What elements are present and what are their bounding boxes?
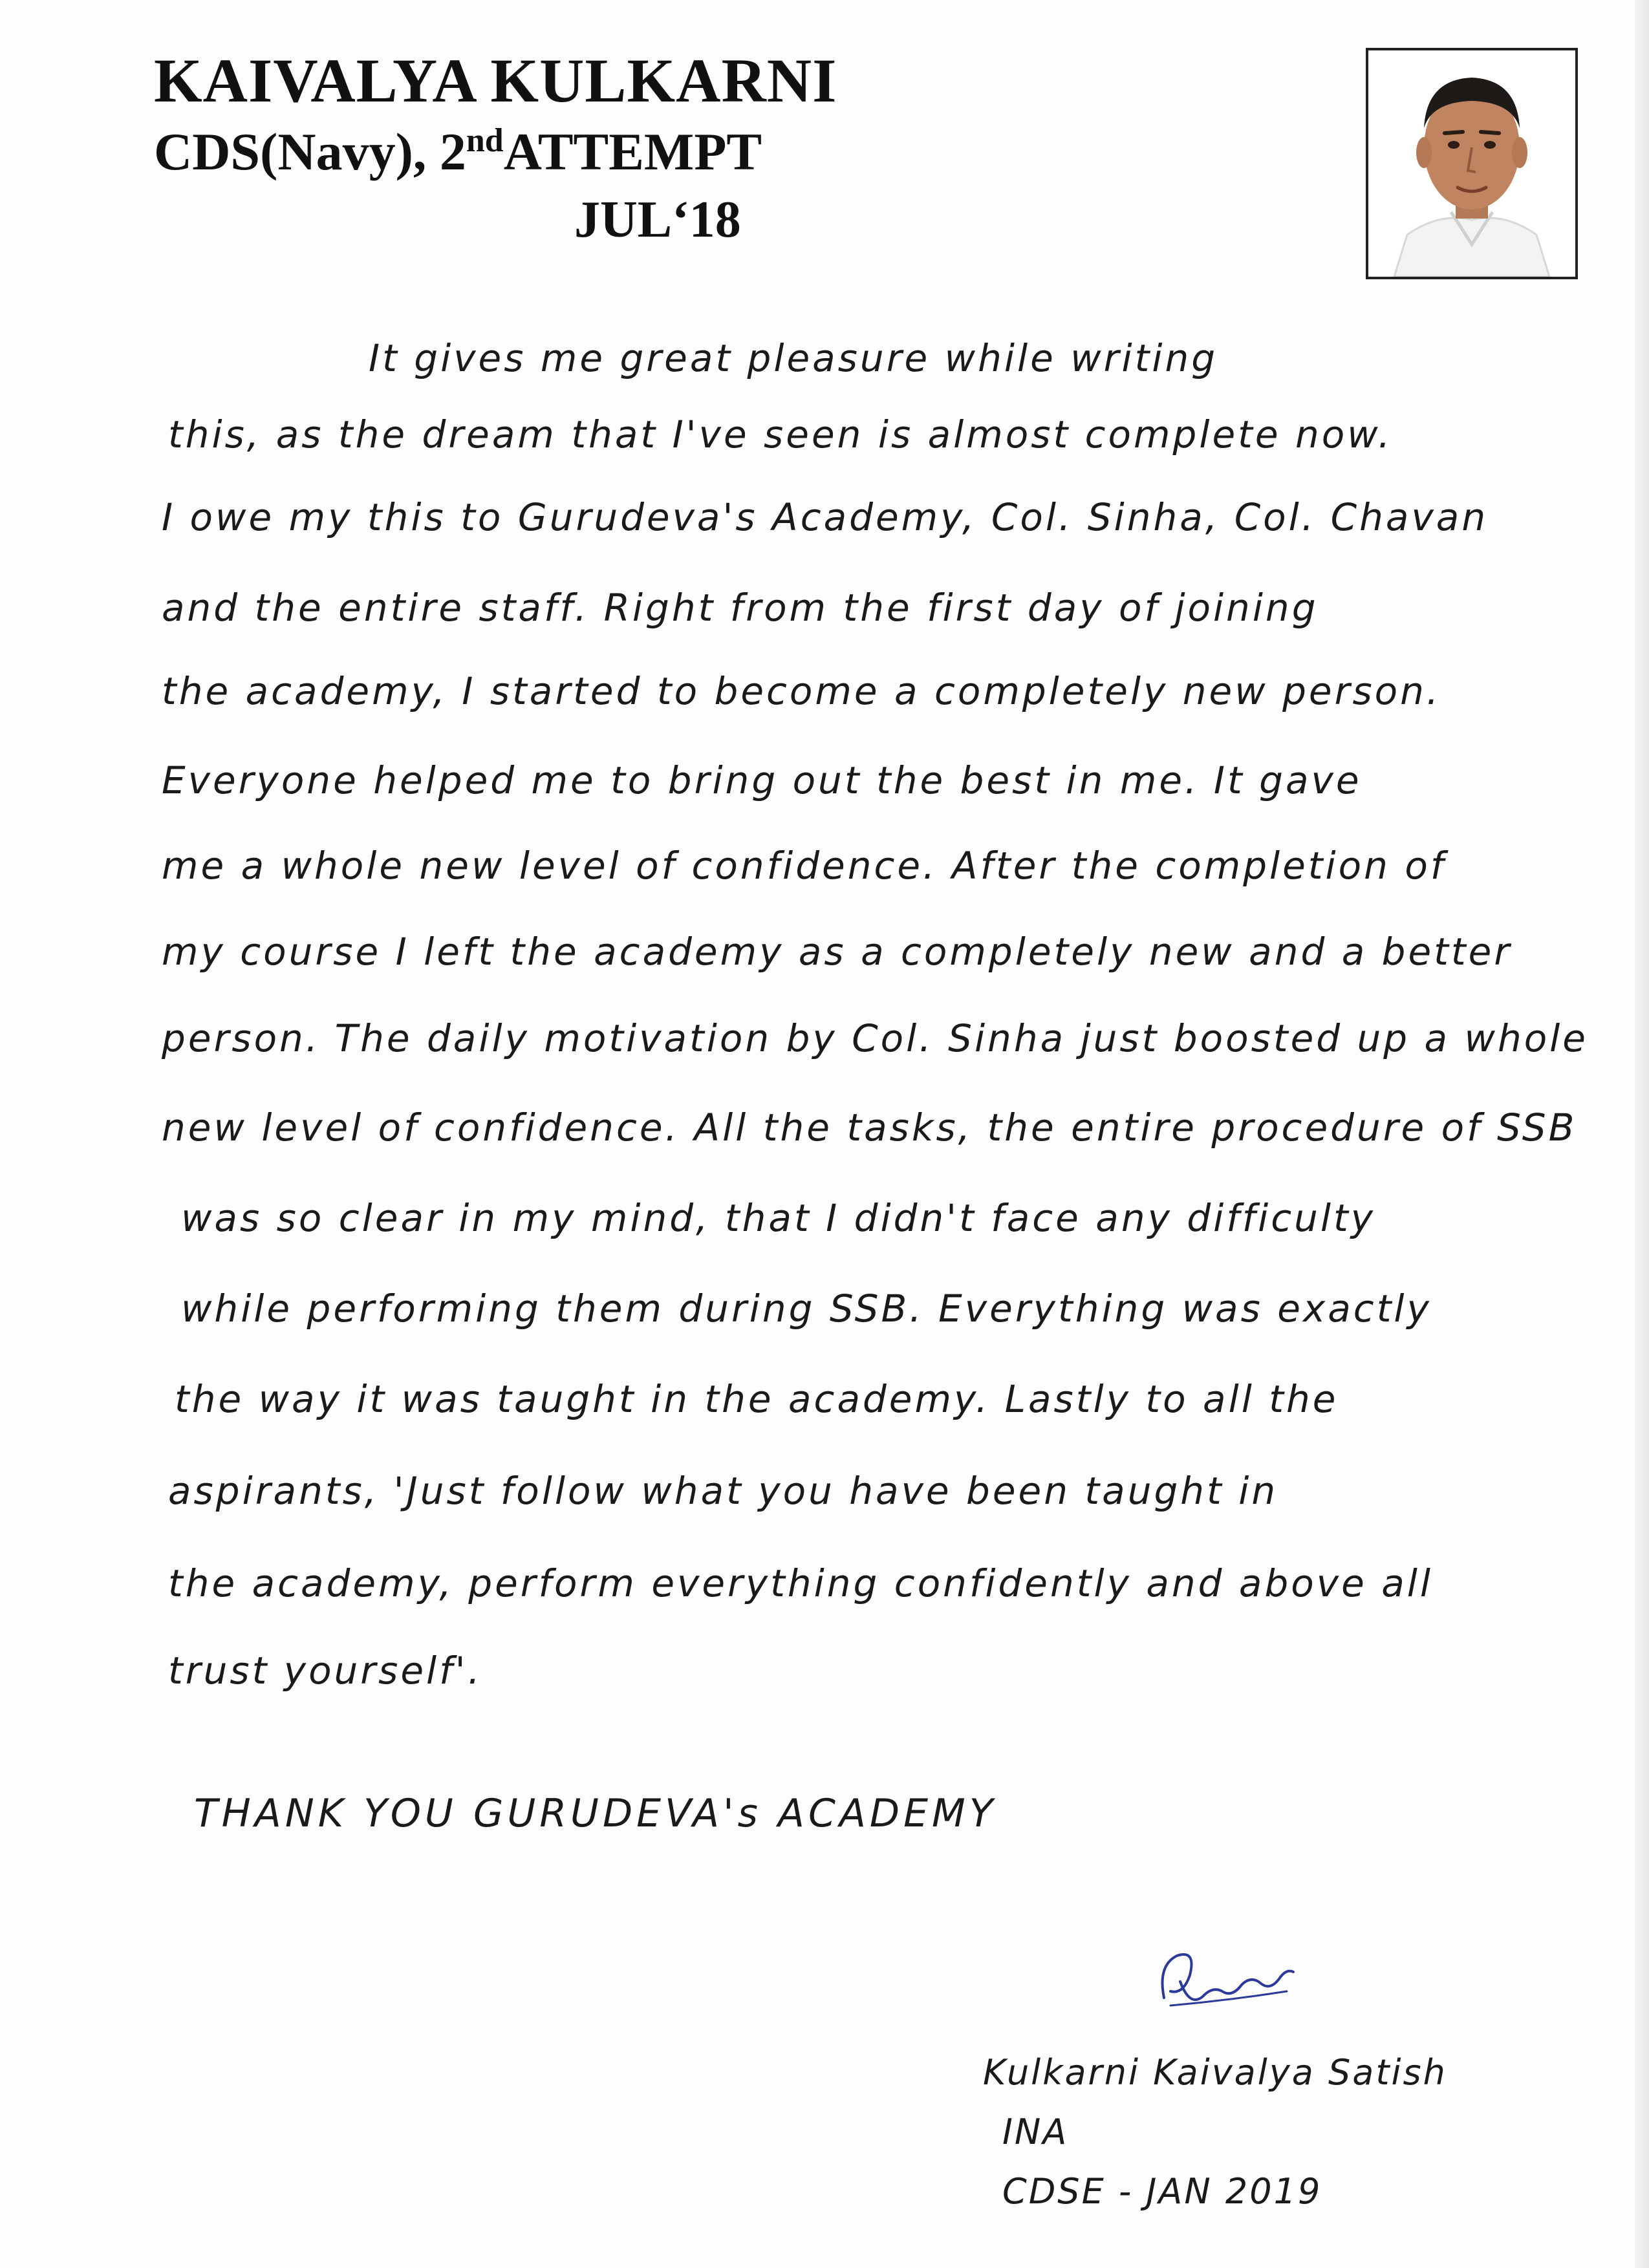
candidate-portrait-icon [1368, 50, 1575, 277]
exam-suffix: ATTEMPT [503, 122, 762, 181]
letter-line: aspirants, 'Just follow what you have been taught in [168, 1469, 1278, 1513]
letter-line: It gives me great pleasure while writing [369, 336, 1218, 380]
exam-date: JUL‘18 [574, 191, 741, 248]
letter-line: trust yourself'. [168, 1649, 482, 1693]
letter-line: my course I left the academy as a completely new and a better [162, 930, 1513, 974]
letter-line: the academy, I started to become a completely new person. [162, 669, 1441, 713]
letter-line: me a whole new level of confidence. After the completion of [162, 844, 1447, 888]
exam-prefix: CDS(Navy), 2 [154, 122, 466, 181]
thank-you-line: THANK YOU GURUDEVA's ACADEMY [194, 1791, 997, 1836]
signature-mark [1151, 1946, 1300, 2017]
signoff-name: Kulkarni Kaivalya Satish [983, 2052, 1447, 2093]
letter-line: the way it was taught in the academy. Lastly to all the [175, 1377, 1339, 1421]
candidate-photo [1366, 48, 1578, 279]
letter-line: this, as the dream that I've seen is almost complete now. [168, 412, 1393, 456]
letter-header [154, 45, 837, 252]
letter-line: while performing them during SSB. Everything was exactly [181, 1287, 1432, 1331]
letter-line: person. The daily motivation by Col. Sinha just boosted up a whole [162, 1016, 1588, 1060]
letter-line: was so clear in my mind, that I didn't face any difficulty [181, 1196, 1376, 1240]
scan-edge-shadow [1635, 0, 1649, 2268]
exam-attempt [154, 116, 837, 187]
signoff-block [983, 2043, 1447, 2221]
letter-line: new level of confidence. All the tasks, the entire procedure of SSB [162, 1106, 1577, 1150]
letter-line: the academy, perform everything confidently and above all [168, 1561, 1433, 1605]
letter-line: and the entire staff. Right from the first day of joining [162, 586, 1319, 630]
letter-line: Everyone helped me to bring out the best in me. It gave [162, 758, 1362, 802]
signoff-course: CDSE - JAN 2019 [1002, 2171, 1322, 2212]
candidate-name: KAIVALYA KULKARNI [154, 46, 837, 115]
signoff-rank: INA [1002, 2112, 1069, 2152]
letter-line: I owe my this to Gurudeva's Academy, Col. Sinha, Col. Chavan [162, 495, 1489, 539]
exam-superscript: nd [466, 122, 504, 159]
